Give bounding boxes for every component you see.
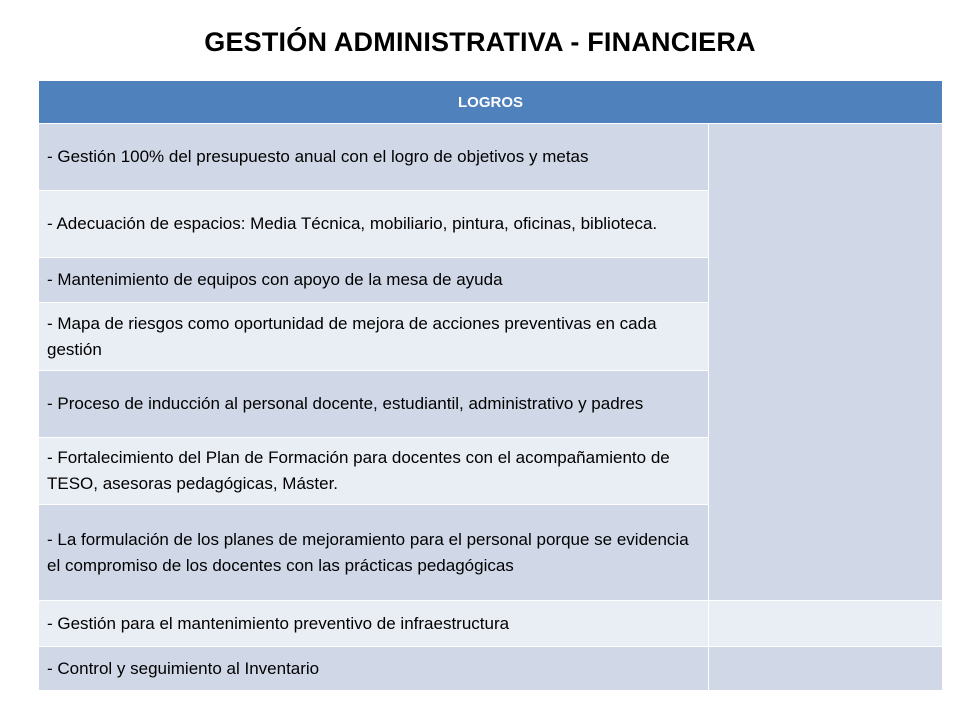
table-cell-logro: - Gestión para el mantenimiento preventivo de infraestructura [39, 601, 709, 647]
table-cell-logro: - Mapa de riesgos como oportunidad de mejora de acciones preventivas en cada gestión [39, 303, 709, 371]
table-row [39, 647, 943, 691]
table-cell-empty [709, 601, 943, 647]
table-cell-merged-empty [709, 124, 943, 601]
table-cell-logro: - La formulación de los planes de mejoramiento para el personal porque se evidencia el compromiso de los docentes con las prácticas pedagógicas [39, 505, 709, 601]
table-cell-logro: - Fortalecimiento del Plan de Formación para docentes con el acompañamiento de TESO, asesoras pedagógicas, Máster. [39, 438, 709, 505]
table-cell-logro: - Mantenimiento de equipos con apoyo de la mesa de ayuda [39, 258, 709, 303]
table-cell-empty [709, 647, 943, 691]
page-title: GESTIÓN ADMINISTRATIVA - FINANCIERA [204, 27, 756, 57]
logros-table [38, 80, 943, 691]
table-cell-logro: - Gestión 100% del presupuesto anual con el logro de objetivos y metas [39, 124, 709, 191]
table-cell-logro: - Adecuación de espacios: Media Técnica, mobiliario, pintura, oficinas, biblioteca. [39, 191, 709, 258]
table-cell-logro: - Control y seguimiento al Inventario [39, 647, 709, 691]
table-header-row [39, 81, 943, 124]
table-header-logros: LOGROS [39, 81, 943, 124]
table-row [39, 124, 943, 191]
table-cell-logro: - Proceso de inducción al personal docente, estudiantil, administrativo y padres [39, 371, 709, 438]
table-row [39, 601, 943, 647]
